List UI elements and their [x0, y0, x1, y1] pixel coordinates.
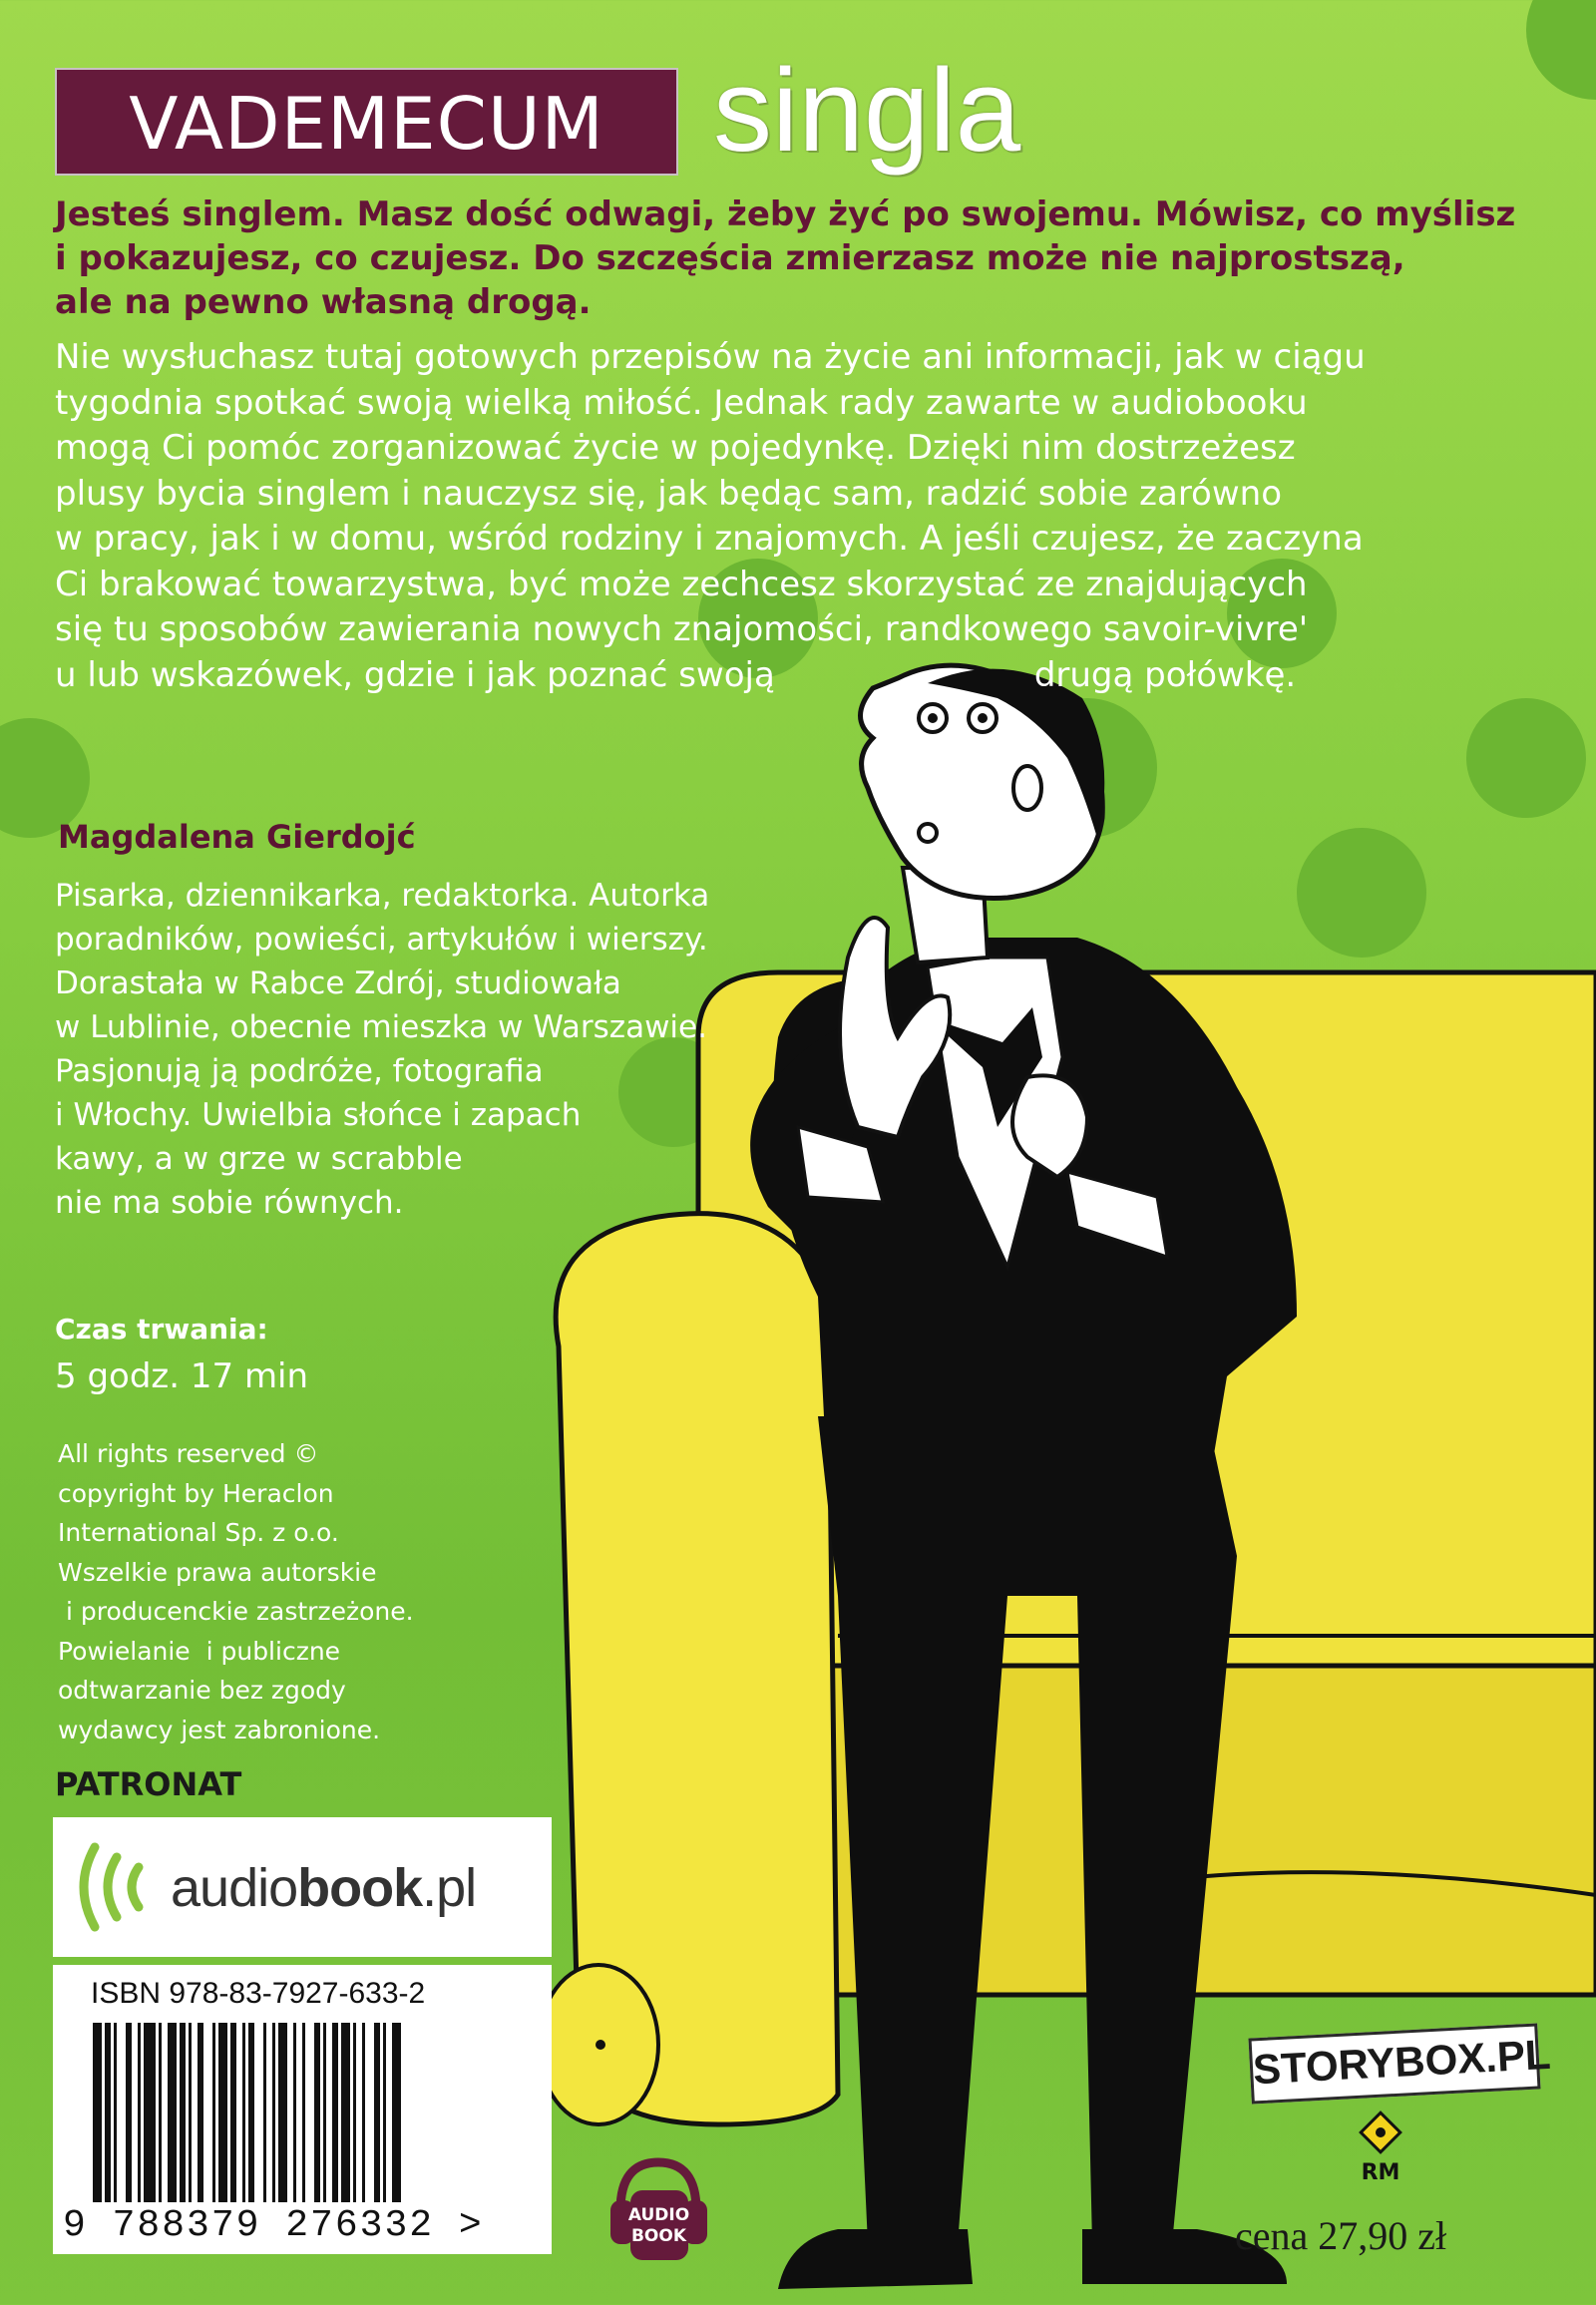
bio-line: poradników, powieści, artykułów i wierszy. — [55, 922, 708, 958]
barcode-bar — [93, 2023, 102, 2202]
barcode-bar — [353, 2023, 356, 2202]
audiobook-pl-logo — [53, 1817, 552, 1957]
description-paragraph — [55, 335, 1531, 698]
body-line: się tu sposobów zawierania nowych znajomości, randkowego savoir-vivre' — [55, 609, 1309, 649]
storybox-logo: STORYBOX.PL — [1248, 2023, 1540, 2104]
rights-line: International Sp. z o.o. — [58, 1518, 339, 1547]
barcode-bar — [314, 2023, 320, 2202]
body-line: tygodnia spotkać swoją wielką miłość. Jednak rady zawarte w audiobooku — [55, 382, 1308, 423]
bio-line: kawy, a w grze w scrabble — [55, 1141, 463, 1177]
rm-emblem-icon — [1359, 2111, 1402, 2154]
bio-line: Pasjonują ją podróże, fotografia — [55, 1053, 544, 1089]
barcode-bar — [218, 2023, 227, 2202]
duration-label: Czas trwania: — [55, 1313, 268, 1345]
rm-publisher-logo: RM — [1359, 2111, 1402, 2186]
lead-line: ale na pewno własną drogą. — [55, 282, 592, 322]
rights-line: odtwarzanie bez zgody — [58, 1676, 346, 1705]
barcode-bar — [126, 2023, 132, 2202]
barcode-digits: 9 788379 276332 > — [63, 2204, 484, 2247]
rights-line: i producenckie zastrzeżone. — [58, 1597, 414, 1626]
barcode-bar — [248, 2023, 254, 2202]
barcode-bar — [392, 2023, 401, 2202]
body-line-start: u lub wskazówek, gdzie i jak poznać swoją — [55, 654, 775, 695]
barcode-bar — [374, 2023, 380, 2202]
barcode-bar — [212, 2023, 215, 2202]
rights-line: Wszelkie prawa autorskie — [58, 1557, 377, 1587]
title-vademecum: VADEMECUM — [55, 68, 678, 176]
bio-line: Dorastała w Rabce Zdrój, studiowała — [55, 965, 621, 1001]
body-line: Ci brakować towarzystwa, być może zechcesz skorzystać ze znajdujących — [55, 564, 1308, 604]
barcode-panel — [53, 1965, 552, 2254]
body-line: mogą Ci pomóc zorganizować życie w pojedynkę. Dzięki nim dostrzeżesz — [55, 428, 1296, 468]
body-line: w pracy, jak i w domu, wśród rodziny i znajomych. A jeśli czujesz, że zaczyna — [55, 519, 1364, 559]
bio-line: w Lublinie, obecnie mieszka w Warszawie. — [55, 1009, 707, 1045]
isbn-number: ISBN 978-83-7927-633-2 — [91, 1977, 426, 2010]
author-bio — [55, 874, 843, 1225]
barcode-bar — [341, 2023, 350, 2202]
barcode-bar — [278, 2023, 287, 2202]
barcode-bar — [105, 2023, 111, 2202]
barcode-bar — [180, 2023, 186, 2202]
barcode-bar — [114, 2023, 117, 2202]
lead-line: Jesteś singlem. Masz dość odwagi, żeby żyć po swojemu. Mówisz, co myślisz — [55, 194, 1516, 234]
barcode-bar — [159, 2023, 162, 2202]
barcode-bar — [138, 2023, 141, 2202]
body-line — [55, 653, 1531, 699]
body-line: Nie wysłuchasz tutaj gotowych przepisów na życie ani informacji, jak w ciągu — [55, 337, 1366, 377]
barcode-bar — [272, 2023, 275, 2202]
bio-line: nie ma sobie równych. — [55, 1185, 404, 1221]
rights-line: Powielanie i publiczne — [58, 1636, 341, 1666]
patronat-label: PATRONAT — [55, 1765, 242, 1803]
bio-line: Pisarka, dziennikarka, redaktorka. Autorka — [55, 878, 710, 914]
rights-notice — [58, 1434, 477, 1749]
audio-book-badge: AUDIO BOOK — [606, 2150, 711, 2262]
duration-value: 5 godz. 17 min — [55, 1356, 309, 1396]
barcode-bar — [263, 2023, 266, 2202]
title-singla: singla — [713, 45, 1021, 177]
lead-paragraph — [55, 192, 1531, 324]
barcode-bar — [198, 2023, 203, 2202]
barcode-bar — [189, 2023, 192, 2202]
author-name: Magdalena Gierdojć — [58, 818, 416, 856]
barcode-bar — [362, 2023, 365, 2202]
barcode-bar — [242, 2023, 245, 2202]
body-line: plusy bycia singlem i nauczysz się, jak będąc sam, radzić sobie zarówno — [55, 473, 1283, 514]
lead-line: i pokazujesz, co czujesz. Do szczęścia zmierzasz może nie najprostszą, — [55, 238, 1405, 278]
barcode-bars — [93, 2023, 522, 2202]
rights-line: All rights reserved © — [58, 1439, 319, 1468]
sound-wave-icon — [65, 1835, 165, 1939]
barcode-bar — [230, 2023, 236, 2202]
audiobook-wordmark: audiobook.pl — [171, 1858, 477, 1918]
barcode-bar — [144, 2023, 156, 2202]
barcode-bar — [332, 2023, 338, 2202]
barcode-bar — [168, 2023, 177, 2202]
rights-line: wydawcy jest zabronione. — [58, 1715, 381, 1744]
body-line-end: drugą połówkę. — [1033, 654, 1297, 695]
barcode-bar — [293, 2023, 296, 2202]
bio-line: i Włochy. Uwielbia słońce i zapach — [55, 1097, 582, 1133]
barcode-bar — [302, 2023, 305, 2202]
man-shoe-left — [778, 2229, 973, 2289]
rights-line: copyright by Heraclon — [58, 1478, 334, 1508]
barcode-bar — [383, 2023, 386, 2202]
price-label: cena 27,90 zł — [1235, 2213, 1447, 2258]
barcode-bar — [323, 2023, 326, 2202]
